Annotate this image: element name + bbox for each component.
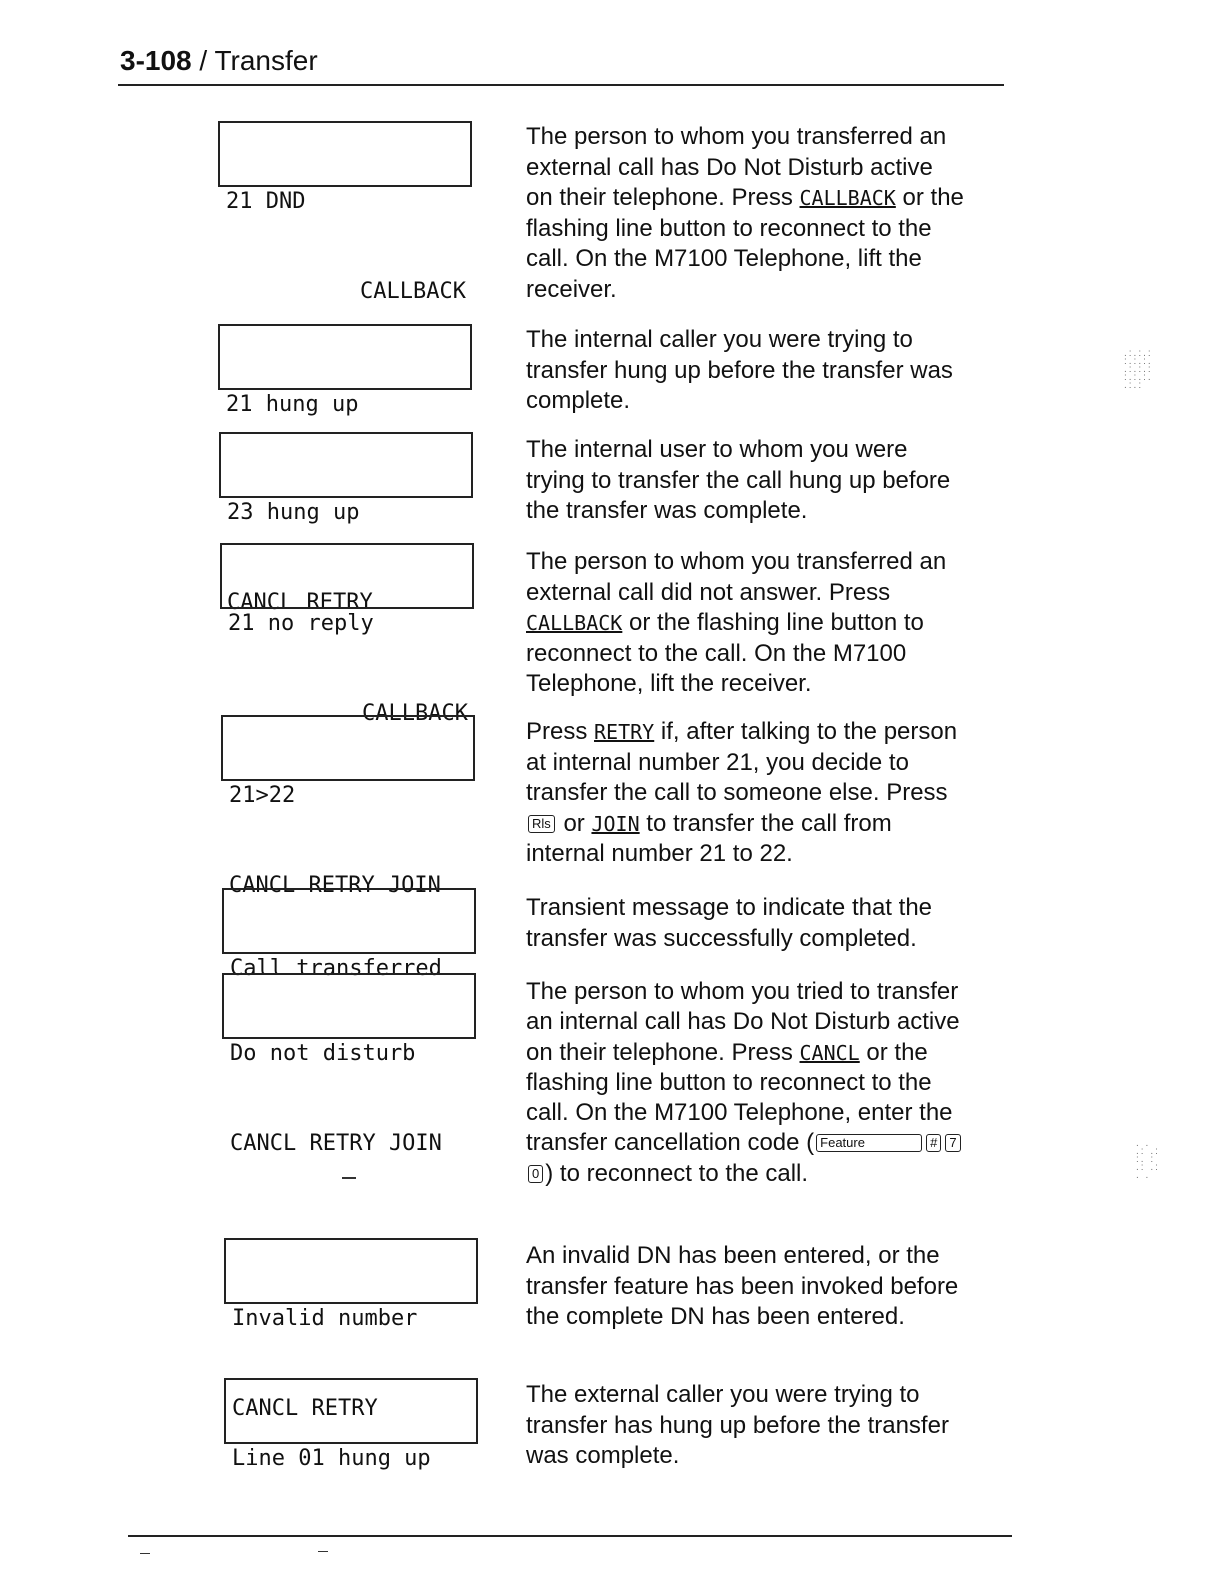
desc-text: or xyxy=(556,809,592,837)
description-23-hung-up: The internal user to whom you were trying to transfer the call hung up before the transfer was complete. xyxy=(526,436,951,525)
display-line-2: CANCL RETRY JOIN xyxy=(230,1131,442,1156)
desc-text: to transfer the call from internal number 21 to 22. xyxy=(526,809,892,868)
display-call-transferred xyxy=(222,888,476,981)
header-rule xyxy=(118,84,1004,86)
section-title: Transfer xyxy=(214,45,318,76)
display-line-1: Invalid number xyxy=(232,1306,418,1331)
description-21-dnd xyxy=(526,122,966,306)
display-line-2: CALLBACK xyxy=(360,279,466,304)
display-line-2: CALLBACK xyxy=(362,701,468,726)
desc-text: if, after talking to the person at internal number 21, you decide to transfer the call to someone else. Press xyxy=(526,718,958,807)
desc-text: The person to whom you transferred an external call did not answer. Press xyxy=(526,548,947,606)
display-line-2: CANCL RETRY xyxy=(227,590,373,615)
seven-key: 7 xyxy=(945,1134,960,1152)
display-line-1: 21 no reply xyxy=(228,611,374,636)
zero-key: 0 xyxy=(528,1165,543,1183)
page-header xyxy=(120,44,318,78)
display-line-1: Do not disturb xyxy=(230,1041,416,1066)
scan-noise: . . .: .: :. : .: .: . . xyxy=(1136,1138,1160,1181)
desc-text: Press xyxy=(526,718,595,745)
desc-text: The person to whom you transferred an external call has Do Not Disturb active on their telephone. Press xyxy=(526,123,947,212)
description-call-transferred: Transient message to indicate that the transfer was successfully completed. xyxy=(526,894,933,952)
description-21-to-22 xyxy=(526,717,966,870)
desc-text: The person to whom you tried to transfer an internal call has Do Not Disturb active on their telephone. Press xyxy=(526,978,960,1066)
display-line-1: 21>22 xyxy=(229,783,296,808)
description-do-not-disturb xyxy=(526,977,966,1189)
desc-text: or the flashing line button to reconnect to the call. On the M7100 Telephone, lift the receiver. xyxy=(526,609,924,698)
callback-softkey: CALLBACK xyxy=(526,611,623,636)
hash-key: # xyxy=(926,1134,941,1152)
display-invalid-number xyxy=(224,1238,478,1421)
display-line-1: Line 01 hung up xyxy=(232,1446,431,1471)
display-line-2: CANCL RETRY xyxy=(232,1396,378,1421)
description-21-no-reply xyxy=(526,547,966,700)
display-21-to-22 xyxy=(221,715,475,898)
footer-mark xyxy=(140,1553,150,1554)
display-23-hung-up xyxy=(219,432,473,615)
description-invalid-number: An invalid DN has been entered, or the transfer feature has been invoked before the complete DN has been entered. xyxy=(526,1242,959,1331)
display-line-1: 21 DND xyxy=(226,189,306,214)
display-do-not-disturb xyxy=(222,973,476,1156)
header-separator: / xyxy=(191,45,215,76)
scan-noise: .:.:.: :.:.:. .:.:.: :.:.:. .:.: xyxy=(1124,348,1153,391)
footer-mark xyxy=(318,1551,328,1552)
desc-text: ) to reconnect to the call. xyxy=(545,1159,809,1187)
cancl-softkey: CANCL xyxy=(799,1040,860,1065)
display-21-hung-up xyxy=(218,324,472,417)
desc-text: or the flashing line button to reconnect to the call. On the M7100 Telephone, lift the receiver. xyxy=(526,184,964,303)
display-line-01-hung-up xyxy=(224,1378,478,1471)
page-number: 3-108 xyxy=(120,45,192,76)
stray-mark xyxy=(342,1177,356,1179)
display-line-1: 23 hung up xyxy=(227,500,360,525)
display-line-2 xyxy=(232,1534,472,1564)
desc-text: or the flashing line button to reconnect to the call. On the M7100 Telephone, enter the transfer cancellation code ( xyxy=(526,1038,953,1157)
join-softkey: JOIN xyxy=(591,811,640,836)
callback-softkey: CALLBACK xyxy=(799,186,896,211)
feature-key: Feature xyxy=(816,1134,922,1152)
display-line-1: 21 hung up xyxy=(226,392,359,417)
description-21-hung-up: The internal caller you were trying to transfer hung up before the transfer was complete. xyxy=(526,326,953,415)
display-line-2: CANCL RETRY JOIN xyxy=(229,873,441,898)
description-line-01-hung-up: The external caller you were trying to transfer has hung up before the transfer was complete. xyxy=(526,1381,949,1470)
retry-softkey: RETRY xyxy=(594,720,655,744)
footer-rule xyxy=(128,1535,1012,1537)
display-line-1: Call transferred xyxy=(230,956,442,981)
rls-key: Rls xyxy=(528,815,555,833)
display-21-dnd xyxy=(218,121,472,304)
display-21-no-reply xyxy=(220,543,474,726)
